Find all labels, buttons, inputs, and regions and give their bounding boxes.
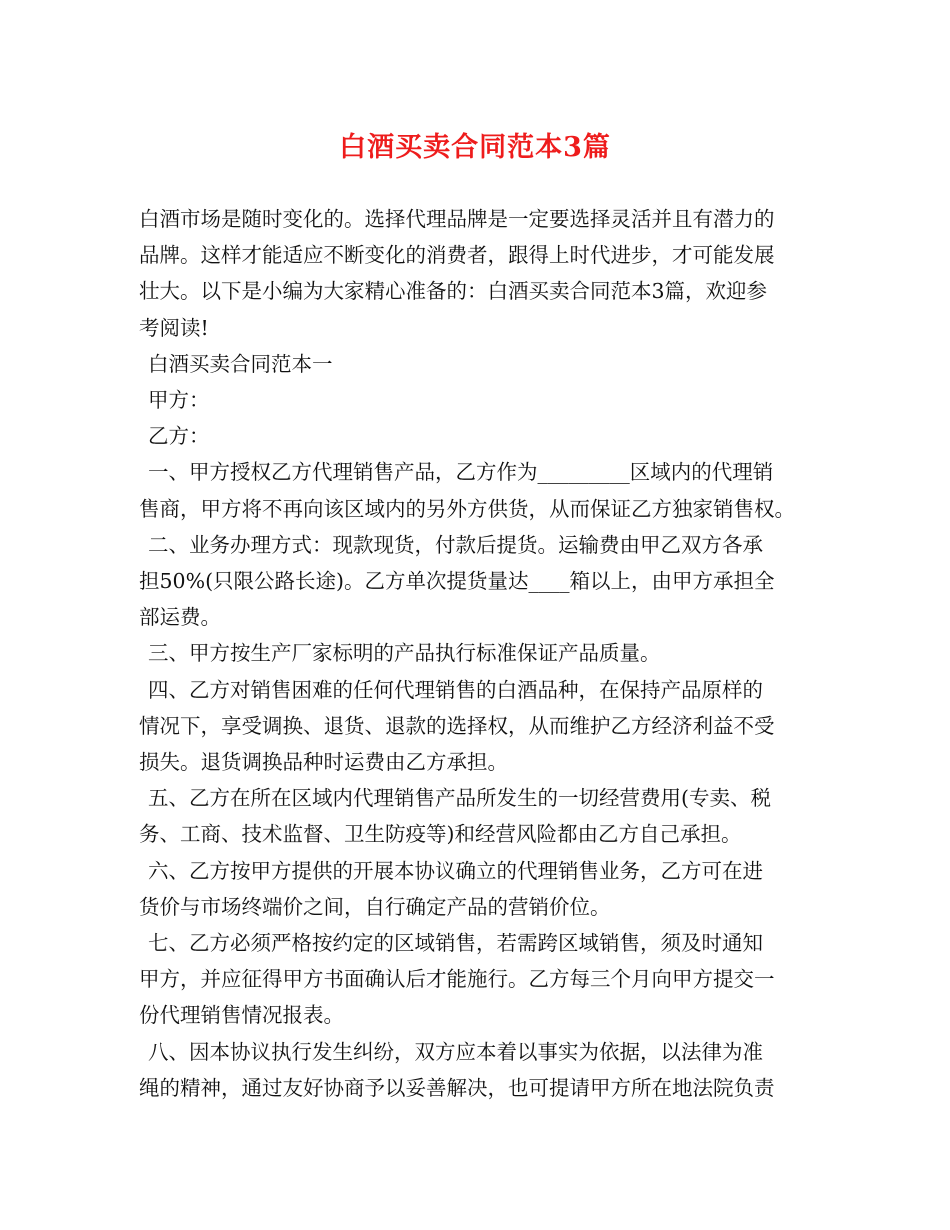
text-line: 绳的精神，通过友好协商予以妥善解决，也可提请甲方所在地法院负责 [139, 1075, 775, 1100]
text-line: 品牌。这样才能适应不断变化的消费者，跟得上时代进步，才可能发展 [139, 243, 775, 268]
text-line: 担50%(只限公路长途)。乙方单次提货量达____箱以上，由甲方承担全 [139, 569, 775, 594]
text-line: 损失。退货调换品种时运费由乙方承担。 [139, 750, 508, 775]
text-line: 二、业务办理方式：现款现货，付款后提货。运输费由甲乙双方各承 [148, 532, 763, 557]
text-line: 甲方，并应征得甲方书面确认后才能施行。乙方每三个月向甲方提交一 [139, 967, 775, 992]
text-line: 五、乙方在所在区域内代理销售产品所发生的一切经营费用(专卖、税 [148, 786, 771, 811]
text-line: 四、乙方对销售困难的任何代理销售的白酒品种，在保持产品原样的 [148, 677, 763, 702]
document-title: 白酒买卖合同范本3篇 [339, 132, 611, 163]
text-line: 八、因本协议执行发生纠纷，双方应本着以事实为依据，以法律为准 [148, 1039, 763, 1064]
text-line: 情况下，享受调换、退货、退款的选择权，从而维护乙方经济利益不受 [139, 713, 775, 738]
text-line: 白酒买卖合同范本一 [148, 351, 333, 376]
text-line: 乙方： [148, 424, 210, 449]
text-line: 考阅读! [139, 315, 209, 340]
text-line: 部运费。 [139, 605, 221, 630]
text-line: 三、甲方按生产厂家标明的产品执行标准保证产品质量。 [148, 641, 661, 666]
document-body [139, 201, 819, 1106]
text-line: 六、乙方按甲方提供的开展本协议确立的代理销售业务，乙方可在进 [148, 858, 763, 883]
text-line: 货价与市场终端价之间，自行确定产品的营销价位。 [139, 894, 611, 919]
text-line: 一、甲方授权乙方代理销售产品，乙方作为_________区域内的代理销 [148, 460, 774, 485]
text-line: 壮大。以下是小编为大家精心准备的：白酒买卖合同范本3篇，欢迎参 [139, 279, 768, 304]
text-line: 白酒市场是随时变化的。选择代理品牌是一定要选择灵活并且有潜力的 [139, 207, 775, 231]
text-line: 份代理销售情况报表。 [139, 1003, 344, 1028]
text-line: 售商，甲方将不再向该区域内的另外方供货，从而保证乙方独家销售权。 [139, 496, 795, 521]
text-line: 七、乙方必须严格按约定的区域销售，若需跨区域销售，须及时通知 [148, 931, 763, 956]
text-line: 甲方： [148, 388, 210, 413]
text-line: 务、工商、技术监督、卫生防疫等)和经营风险都由乙方自己承担。 [139, 822, 742, 847]
